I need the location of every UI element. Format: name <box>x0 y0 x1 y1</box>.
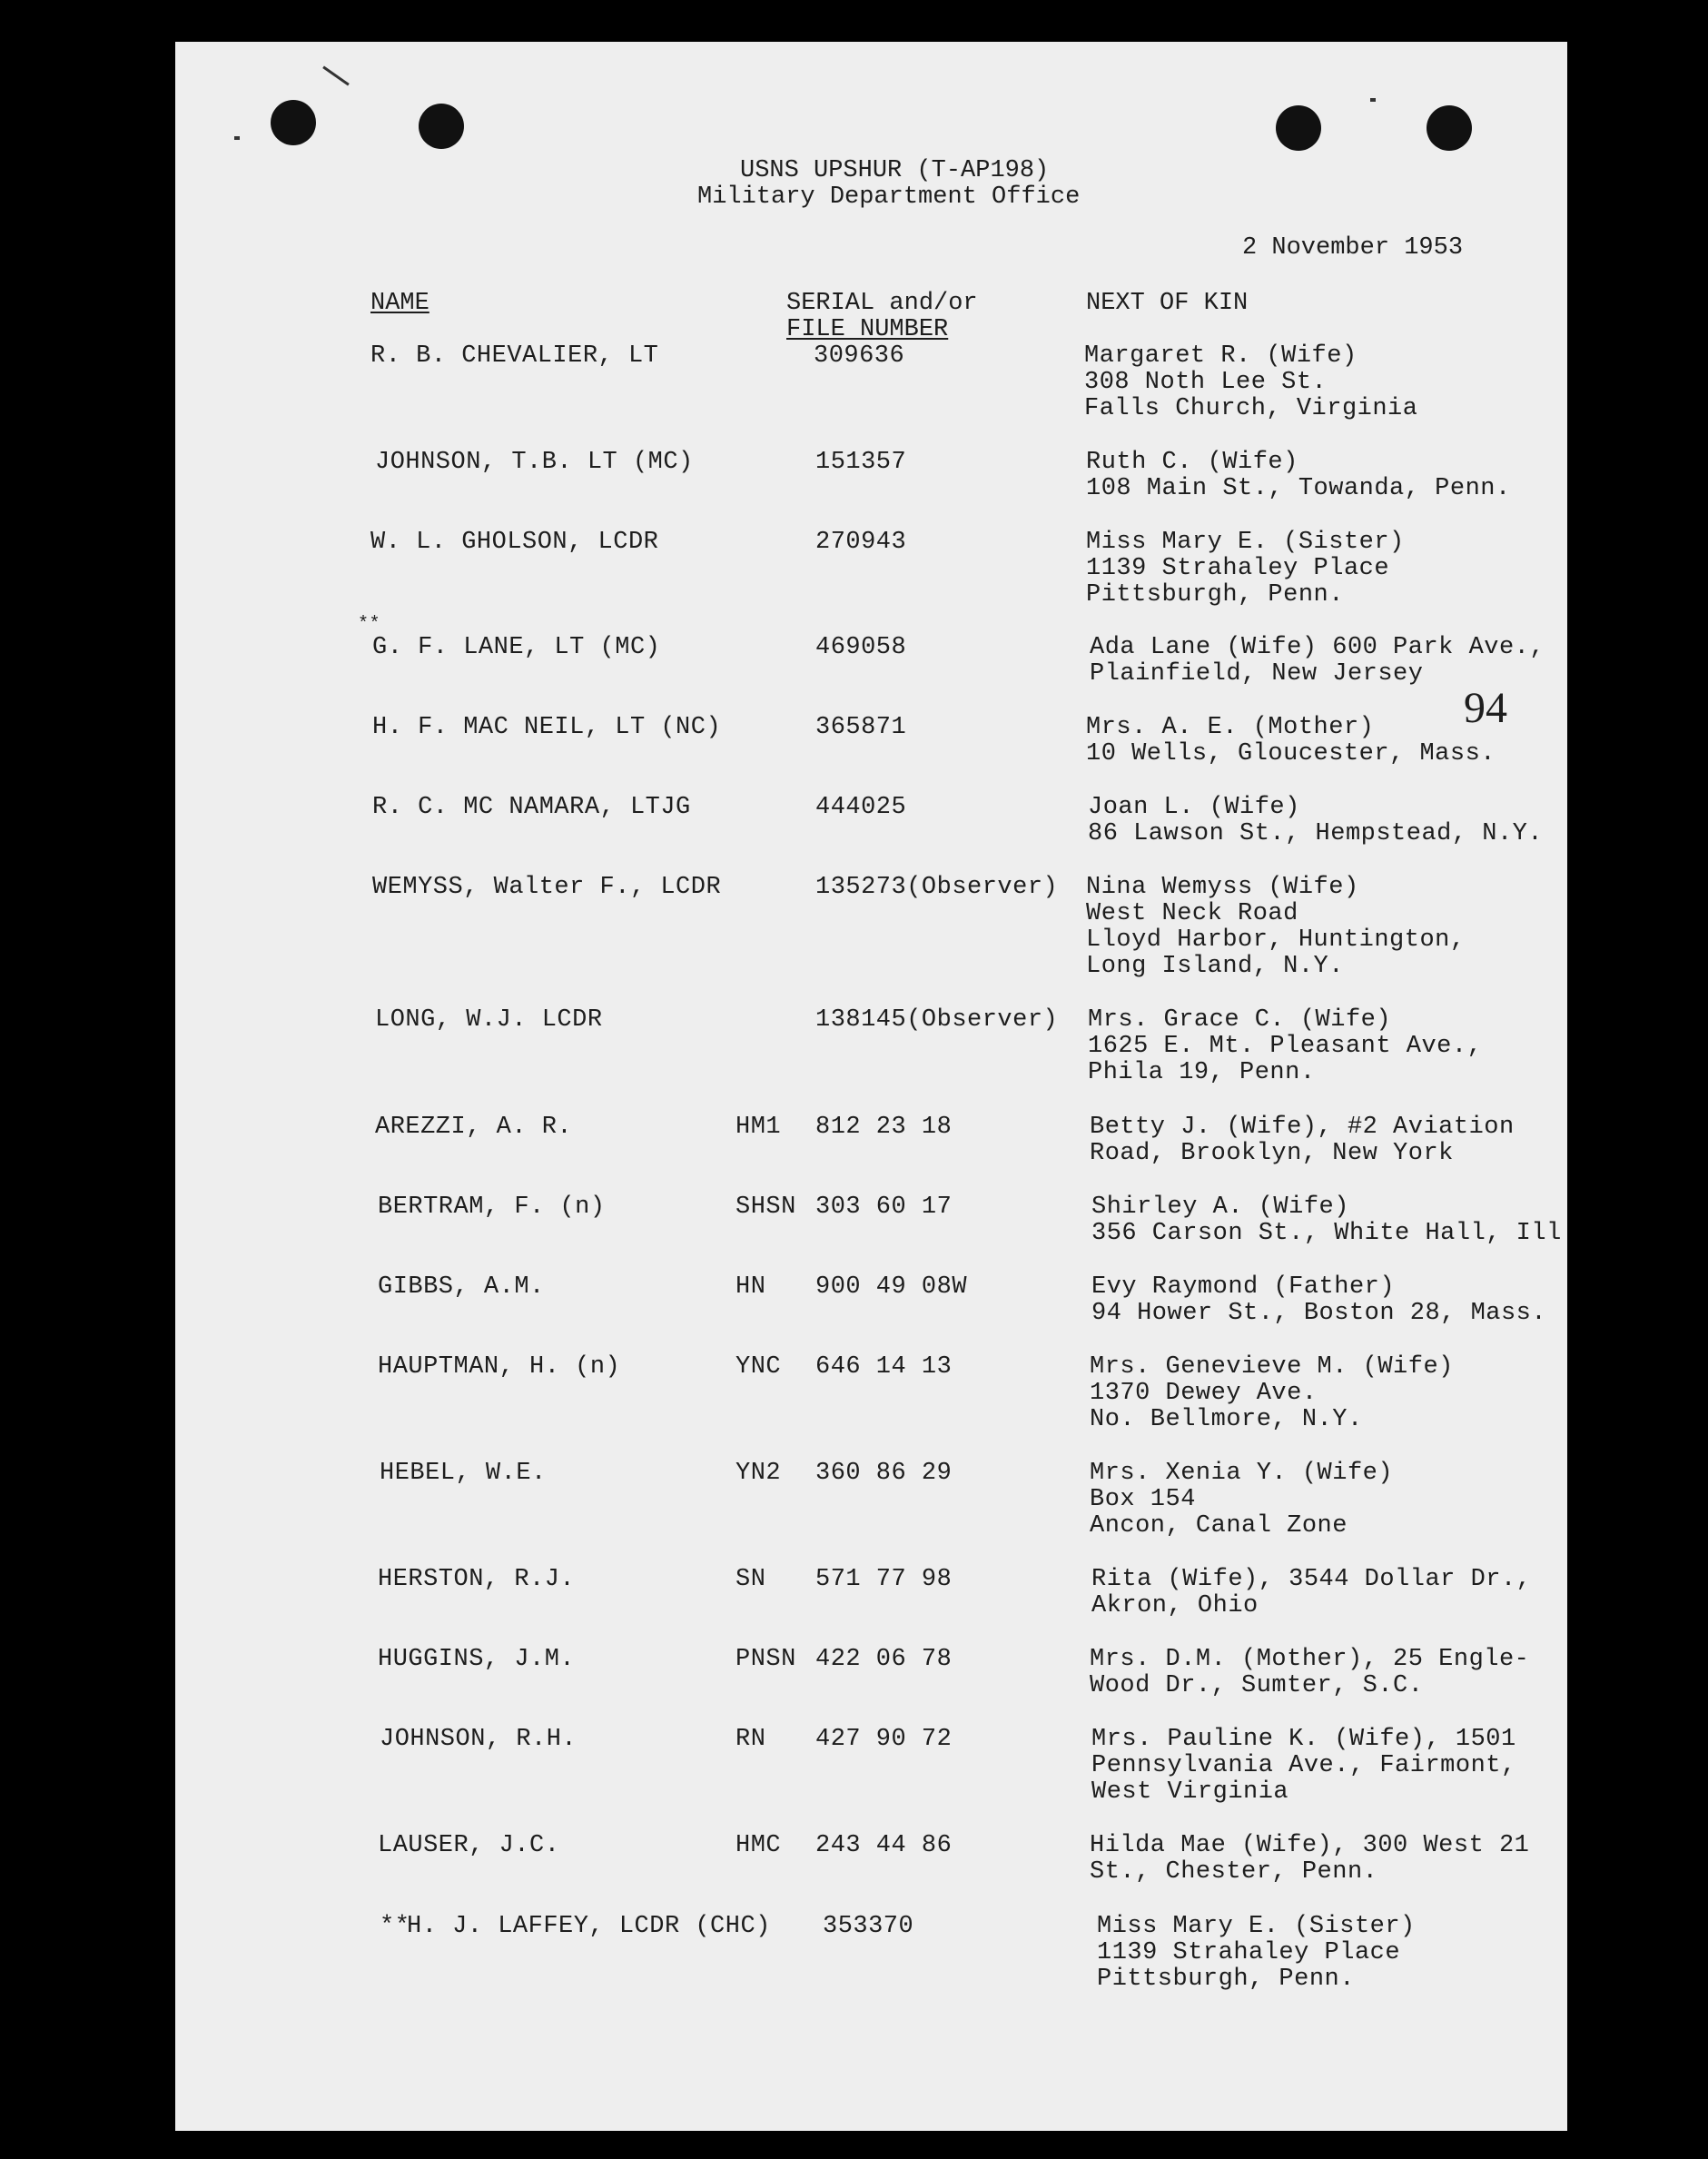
next-of-kin-line: West Virginia <box>1091 1778 1289 1806</box>
serial-number: 151357 <box>815 449 907 476</box>
next-of-kin-line: Pittsburgh, Penn. <box>1086 581 1344 609</box>
person-name: HEBEL, W.E. <box>380 1460 547 1487</box>
scan-speck <box>1370 98 1376 102</box>
next-of-kin-line: 94 Hower St., Boston 28, Mass. <box>1091 1300 1547 1327</box>
serial-number: 422 06 78 <box>815 1646 953 1673</box>
next-of-kin <box>1086 450 1511 502</box>
handwritten-page-number: 94 <box>1464 684 1507 732</box>
next-of-kin-line: Ruth C. (Wife) <box>1086 449 1298 476</box>
next-of-kin <box>1090 635 1545 688</box>
next-of-kin-line: Joan L. (Wife) <box>1088 794 1300 821</box>
serial-number: 646 14 13 <box>815 1353 953 1381</box>
column-header-serial-1: SERIAL and/or <box>786 290 978 317</box>
next-of-kin-line: Pittsburgh, Penn. <box>1097 1966 1355 1993</box>
scan-speck <box>322 66 350 86</box>
person-name: LONG, W.J. LCDR <box>375 1006 603 1034</box>
next-of-kin-line: Ancon, Canal Zone <box>1090 1512 1348 1540</box>
next-of-kin-line: 10 Wells, Gloucester, Mass. <box>1086 740 1496 768</box>
next-of-kin-line: 108 Main St., Towanda, Penn. <box>1086 475 1511 502</box>
person-name: HUGGINS, J.M. <box>378 1646 576 1673</box>
next-of-kin <box>1090 1114 1515 1167</box>
next-of-kin-line: Mrs. Xenia Y. (Wife) <box>1090 1460 1394 1487</box>
person-name: AREZZI, A. R. <box>375 1114 573 1141</box>
next-of-kin-line: No. Bellmore, N.Y. <box>1090 1406 1363 1433</box>
next-of-kin-line: Lloyd Harbor, Huntington, <box>1086 926 1466 954</box>
next-of-kin-line: 356 Carson St., White Hall, Ill <box>1091 1220 1562 1247</box>
column-header-next-of-kin: NEXT OF KIN <box>1086 290 1249 317</box>
next-of-kin-line: Ada Lane (Wife) 600 Park Ave., <box>1090 634 1545 661</box>
next-of-kin-line: Long Island, N.Y. <box>1086 953 1344 980</box>
serial-number: 135273(Observer) <box>815 874 1059 901</box>
person-name: WEMYSS, Walter F., LCDR <box>372 874 722 901</box>
next-of-kin <box>1084 343 1417 422</box>
next-of-kin-line: St., Chester, Penn. <box>1090 1858 1378 1886</box>
next-of-kin-line: Betty J. (Wife), #2 Aviation <box>1090 1114 1515 1141</box>
column-header-serial-2: FILE NUMBER <box>786 316 949 343</box>
next-of-kin-line: Mrs. Genevieve M. (Wife) <box>1090 1353 1454 1381</box>
next-of-kin-line: Nina Wemyss (Wife) <box>1086 874 1359 901</box>
next-of-kin-line: Mrs. Pauline K. (Wife), 1501 <box>1091 1726 1516 1753</box>
next-of-kin-line: Box 154 <box>1090 1486 1196 1513</box>
serial-number: 360 86 29 <box>815 1460 953 1487</box>
next-of-kin <box>1091 1194 1562 1247</box>
document-date: 2 November 1953 <box>1242 234 1464 262</box>
next-of-kin <box>1086 875 1466 980</box>
next-of-kin-line: Akron, Ohio <box>1091 1592 1259 1619</box>
next-of-kin-line: 86 Lawson St., Hempstead, N.Y. <box>1088 820 1544 847</box>
serial-number: 353370 <box>823 1913 914 1940</box>
next-of-kin-line: 1139 Strahaley Place <box>1086 555 1390 582</box>
next-of-kin-line: Mrs. D.M. (Mother), 25 Engle- <box>1090 1646 1530 1673</box>
next-of-kin <box>1091 1274 1546 1327</box>
serial-number: 900 49 08W <box>815 1273 968 1301</box>
next-of-kin <box>1086 715 1496 768</box>
next-of-kin-line: Miss Mary E. (Sister) <box>1086 529 1405 556</box>
person-name: HAUPTMAN, H. (n) <box>378 1353 621 1381</box>
person-name: R. B. CHEVALIER, LT <box>370 342 659 370</box>
person-name: R. C. MC NAMARA, LTJG <box>372 794 691 821</box>
person-name: G. F. LANE, LT (MC) <box>372 634 661 661</box>
next-of-kin-line: 1625 E. Mt. Pleasant Ave., <box>1088 1033 1483 1060</box>
next-of-kin-line: Pennsylvania Ave., Fairmont, <box>1091 1752 1516 1779</box>
next-of-kin-line: Wood Dr., Sumter, S.C. <box>1090 1672 1424 1699</box>
person-name: W. L. GHOLSON, LCDR <box>370 529 659 556</box>
next-of-kin-line: Falls Church, Virginia <box>1084 395 1418 422</box>
person-name: H. F. MAC NEIL, LT (NC) <box>372 714 722 741</box>
next-of-kin-line: Miss Mary E. (Sister) <box>1097 1913 1416 1940</box>
ship-title: USNS UPSHUR (T-AP198) <box>740 157 1050 184</box>
next-of-kin <box>1091 1567 1531 1619</box>
next-of-kin-line: Evy Raymond (Father) <box>1091 1273 1396 1301</box>
serial-number: 270943 <box>815 529 907 556</box>
asterisk-mark: ** <box>380 1913 410 1940</box>
next-of-kin-line: Plainfield, New Jersey <box>1090 660 1424 688</box>
next-of-kin <box>1090 1833 1529 1886</box>
next-of-kin <box>1088 1007 1482 1086</box>
person-name: HERSTON, R.J. <box>378 1566 576 1593</box>
person-rate: PNSN <box>736 1646 796 1673</box>
person-rate: HMC <box>736 1832 782 1859</box>
next-of-kin <box>1090 1647 1529 1699</box>
serial-number: 138145(Observer) <box>815 1006 1059 1034</box>
scan-speck <box>234 136 240 140</box>
person-name: LAUSER, J.C. <box>378 1832 560 1859</box>
next-of-kin-line: Mrs. Grace C. (Wife) <box>1088 1006 1392 1034</box>
person-rate: YN2 <box>736 1460 782 1487</box>
next-of-kin-line: Rita (Wife), 3544 Dollar Dr., <box>1091 1566 1532 1593</box>
next-of-kin-line: Hilda Mae (Wife), 300 West 21 <box>1090 1832 1530 1859</box>
next-of-kin <box>1088 795 1543 847</box>
serial-number: 444025 <box>815 794 907 821</box>
next-of-kin-line: Phila 19, Penn. <box>1088 1059 1316 1086</box>
person-rate: YNC <box>736 1353 782 1381</box>
person-name: JOHNSON, T.B. LT (MC) <box>375 449 694 476</box>
serial-number: 303 60 17 <box>815 1193 953 1221</box>
person-rate: RN <box>736 1726 766 1753</box>
person-rate: HN <box>736 1273 766 1301</box>
serial-number: 309636 <box>814 342 905 370</box>
next-of-kin-line: 1139 Strahaley Place <box>1097 1939 1401 1966</box>
next-of-kin-line: West Neck Road <box>1086 900 1298 927</box>
next-of-kin-line: Road, Brooklyn, New York <box>1090 1140 1454 1167</box>
next-of-kin-line: 308 Noth Lee St. <box>1084 369 1328 396</box>
serial-number: 243 44 86 <box>815 1832 953 1859</box>
person-name: JOHNSON, R.H. <box>380 1726 578 1753</box>
next-of-kin-line: 1370 Dewey Ave. <box>1090 1380 1318 1407</box>
next-of-kin-line: Mrs. A. E. (Mother) <box>1086 714 1375 741</box>
column-header-name: NAME <box>370 290 429 317</box>
punch-hole-4 <box>1427 105 1472 151</box>
person-rate: HM1 <box>736 1114 782 1141</box>
asterisk-mark: ** <box>358 614 381 635</box>
serial-number: 469058 <box>815 634 907 661</box>
person-rate: SN <box>736 1566 766 1593</box>
serial-number: 365871 <box>815 714 907 741</box>
person-name: GIBBS, A.M. <box>378 1273 545 1301</box>
next-of-kin <box>1090 1354 1454 1433</box>
punch-hole-3 <box>1276 105 1321 151</box>
serial-number: 571 77 98 <box>815 1566 953 1593</box>
office-title: Military Department Office <box>697 183 1081 211</box>
serial-number: 812 23 18 <box>815 1114 953 1141</box>
serial-number: 427 90 72 <box>815 1726 953 1753</box>
person-name: BERTRAM, F. (n) <box>378 1193 606 1221</box>
next-of-kin-line: Shirley A. (Wife) <box>1091 1193 1349 1221</box>
next-of-kin-line: Margaret R. (Wife) <box>1084 342 1358 370</box>
next-of-kin <box>1097 1914 1416 1993</box>
punch-hole-1 <box>271 100 316 145</box>
punch-hole-2 <box>419 104 464 149</box>
next-of-kin <box>1086 530 1405 609</box>
next-of-kin <box>1090 1461 1393 1540</box>
next-of-kin <box>1091 1727 1516 1806</box>
person-name: H. J. LAFFEY, LCDR (CHC) <box>407 1913 771 1940</box>
person-rate: SHSN <box>736 1193 796 1221</box>
